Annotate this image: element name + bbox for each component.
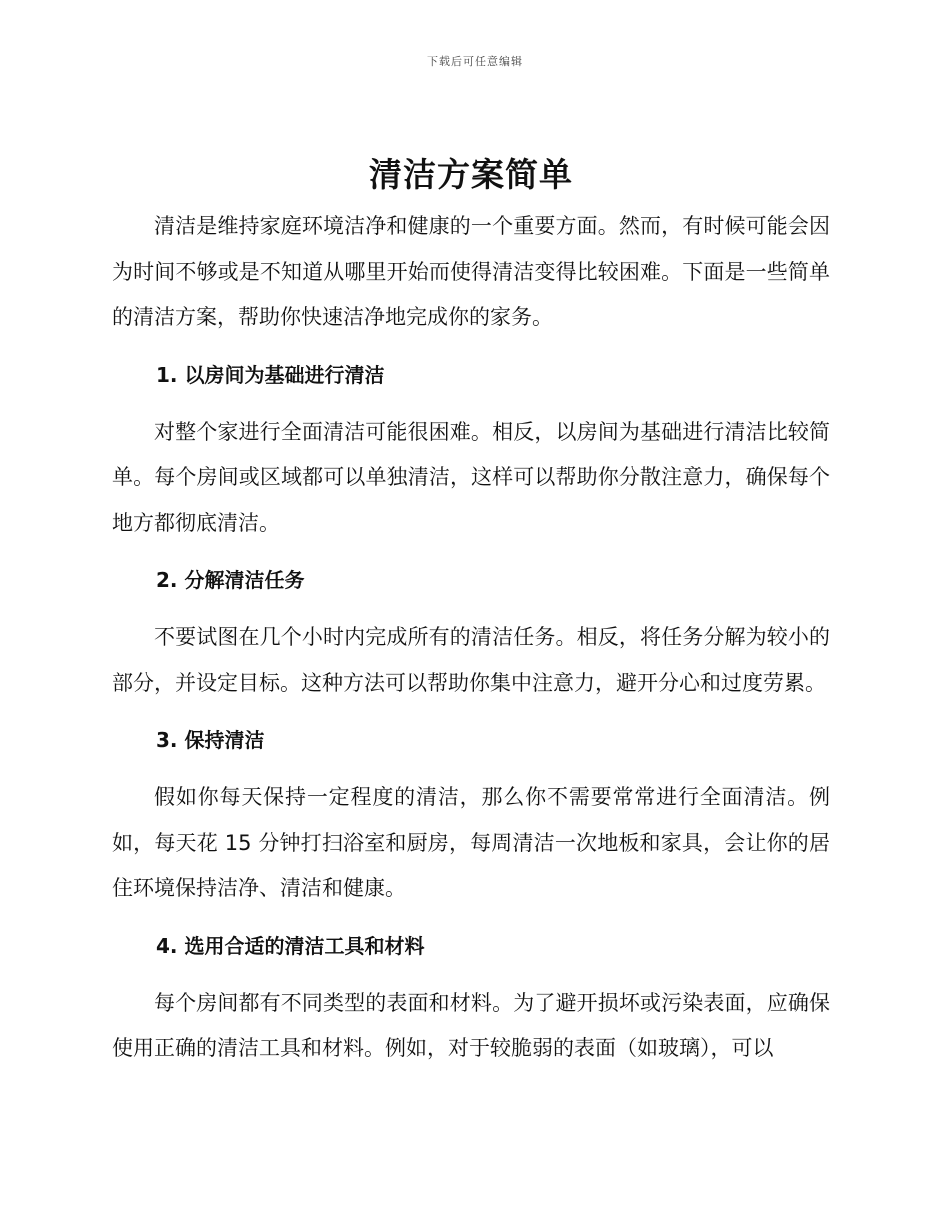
section-heading-4: 4. 选用合适的清洁工具和材料 xyxy=(156,933,425,958)
section-body-4: 每个房间都有不同类型的表面和材料。为了避开损坏或污染表面，应确保使用正确的清洁工具和材料。例如，对于较脆弱的表面（如玻璃），可以 xyxy=(112,990,830,1060)
section-heading-3: 3. 保持清洁 xyxy=(156,728,265,752)
section-heading-1: 1. 以房间为基础进行清洁 xyxy=(156,362,385,387)
intro-paragraph: 清洁是维持家庭环境洁净和健康的一个重要方面。然而，有时候可能会因为时间不够或是不知道从哪里开始而使得清洁变得比较困难。下面是一些简单的清洁方案，帮助你快速洁净地完成你的家务。 xyxy=(112,214,830,329)
document-title: 清洁方案简单 xyxy=(369,155,573,194)
section-body-3: 假如你每天保持一定程度的清洁，那么你不需要常常进行全面清洁。例如，每天花 15 分钟打扫浴室和厨房，每周清洁一次地板和家具，会让你的居住环境保持洁净、清洁和健康。 xyxy=(112,785,830,900)
section-body-2: 不要试图在几个小时内完成所有的清洁任务。相反，将任务分解为较小的部分，并设定目标。这种方法可以帮助你集中注意力，避开分心和过度劳累。 xyxy=(112,625,830,695)
section-heading-2: 2. 分解清洁任务 xyxy=(156,568,305,592)
section-body-1: 对整个家进行全面清洁可能很困难。相反，以房间为基础进行清洁比较简单。每个房间或区域都可以单独清洁，这样可以帮助你分散注意力，确保每个地方都彻底清洁。 xyxy=(112,419,830,535)
document-body xyxy=(112,146,830,1072)
header-note: 下载后可任意编辑 xyxy=(427,55,523,68)
